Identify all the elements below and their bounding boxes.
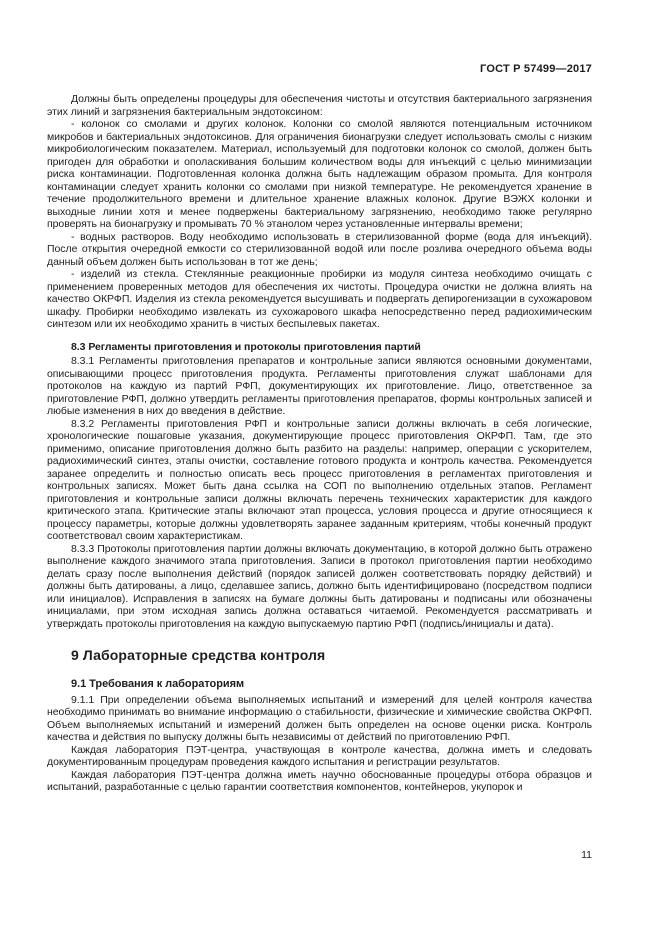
- clause-8-3-2: 8.3.2 Регламенты приготовления РФП и контрольные записи должны включать в себя логические, хронологические пошаговые указания, документирующие процесс приготовления ОКРФП. Там, где это применимо, описание приготовления должно быть разбито на разделы: например, операции с ускорителем, радиохимический синтез, этапы очистки, составление готового продукта и контроль качества. Рекомендуется заранее определить и полностью описать весь процесс приготовления в регламентах приготовления и контрольных записях. Может быть дана ссылка на СОП по выполнению отдельных этапов. Регламент приготовления и контрольные записи должны включать перечень технических характеристик для каждого критического этапа. Критические этапы включают этап процесса, условия процесса и другие относящиеся к процессу параметры, которые должны удовлетворять заранее заданным критериям, чтобы конечный продукт соответствовал своим характеристикам.: [47, 417, 592, 542]
- paragraph-lab-follow: Каждая лаборатория ПЭТ-центра, участвующая в контроле качества, должна иметь и следовать документированным процедурам проведения каждого испытания и регистрации результатов.: [47, 743, 592, 768]
- clause-8-3-3: 8.3.3 Протоколы приготовления партии должны включать документацию, в которой должно быть отражено выполнение каждого значимого этапа приготовления. Записи в протокол приготовления партии необходимо делать сразу после выполнения действий (порядок записей должен соответствовать порядку действий) и должны быть датированы, а лицо, сделавшее запись, должно быть идентифицировано (посредством подписи или инициалов). Исправления в записях на бумаге должны быть датированы и подписаны или обозначены инициалами, при этом исходная запись должна оставаться читаемой. Рекомендуется рассматривать и утверждать протоколы приготовления на каждую выпускаемую партию РФП (подпись/инициалы и дата).: [47, 542, 592, 630]
- paragraph-continued: Должны быть определены процедуры для обеспечения чистоты и отсутствия бактериального загрязнения этих линий и загрязнения бактериальным эндотоксином:: [47, 93, 592, 118]
- clause-8-3-1: 8.3.1 Регламенты приготовления препаратов и контрольные записи являются основными документами, описывающими процесс приготовления продукта. Регламенты приготовления служат шаблонами для протоколов на каждую из партий РФП, документирующих их приготовление. Лицо, ответственное за приготовление РФП, должно утвердить регламенты приготовления препаратов, формы контрольных записей и любые изменения в них до введения в действие.: [47, 355, 592, 417]
- list-item-columns: - колонок со смолами и других колонок. Колонки со смолой являются потенциальным источником микробов и бактериальных эндотоксинов. Для ограничения бионагрузки следует использовать смолы с низким микробиологическим показателем. Материал, используемый для подготовки колонок со смолой, должен быть пригоден для обработки и ополаскивания большим количеством воды для инъекций с целью минимизации риска контаминации. Подготовленная колонка должна быть надлежащим образом промыта. Для контроля контаминации следует хранить колонки со смолами при низкой температуре. Не рекомендуется хранение в течение продолжительного времени и длительное хранение влажных колонок. Другие ВЭЖХ колонки и выходные линии хотя и менее подвержены бактериальному загрязнению, необходимо также регулярно проверять на бионагрузку и промывать 70 % этанолом через установленные интервалы времени;: [47, 118, 592, 230]
- page-number: 11: [581, 849, 592, 861]
- heading-9-1: 9.1 Требования к лабораториям: [71, 678, 245, 690]
- paragraph-lab-sampling: Каждая лаборатория ПЭТ-центра должна иметь научно обоснованные процедуры отбора образцов и испытаний, разработанные с целью гарантии соответствия компонентов, контейнеров, укупорок и: [47, 768, 592, 793]
- document-body: [47, 93, 592, 794]
- running-header: ГОСТ Р 57499—2017: [480, 63, 592, 75]
- heading-9: 9 Лабораторные средства контроля: [71, 647, 326, 663]
- heading-8-3: 8.3 Регламенты приготовления и протоколы приготовления партий: [71, 340, 421, 353]
- clause-9-1-1: 9.1.1 При определении объема выполняемых испытаний и измерений для целей контроля качества необходимо принимать во внимание информацию о стабильности, физические и химические свойства ОКРФП. Объем выполняемых испытаний и измерений должен быть определен на основе оценки риска. Контроль качества и действия по выпуску должны быть независимы от действий по приготовлению РФП.: [47, 693, 592, 743]
- list-item-glassware: - изделий из стекла. Стеклянные реакционные пробирки из модуля синтеза необходимо очищать с применением проверенных методов для обеспечения их чистоты. Процедура очистки не должна влиять на качество ОКРФП. Изделия из стекла рекомендуется высушивать и подвергать депирогенизации в сухожаровом шкафу. Пробирки необходимо извлекать из сухожарового шкафа непосредственно перед радиохимическим синтезом или их необходимо хранить в чистых беспылевых пакетах.: [47, 268, 592, 330]
- list-item-water: - водных растворов. Воду необходимо использовать в стерилизованной форме (вода для инъекций). После открытия очередной емкости со стерилизованной водой или после розлива очередного объема воды данный объем должен быть использован в тот же день;: [47, 230, 592, 268]
